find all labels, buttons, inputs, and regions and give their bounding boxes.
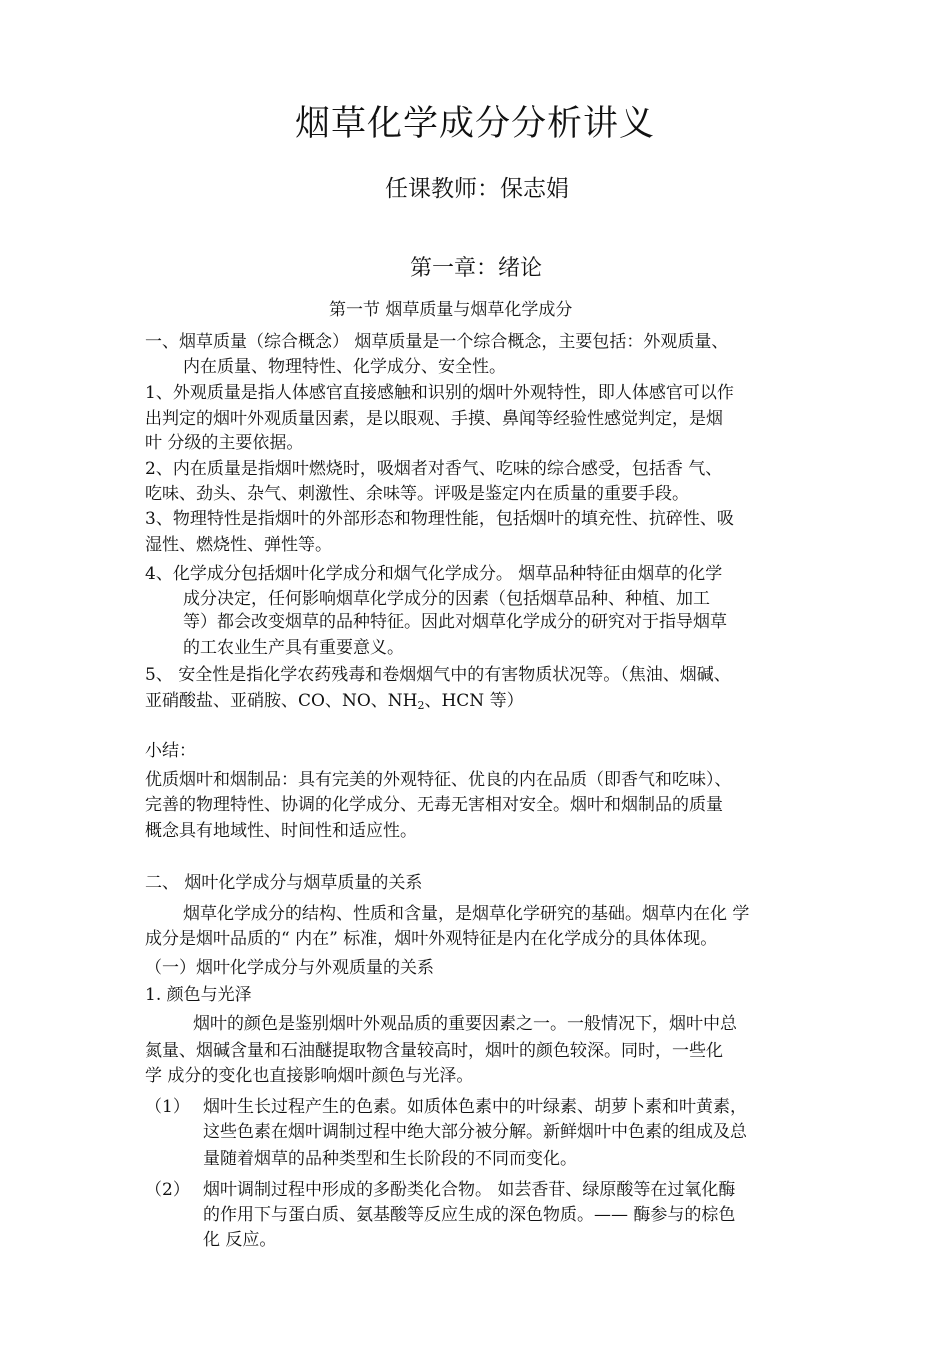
subsection-heading: （一）烟叶化学成分与外观质量的关系 xyxy=(145,958,434,978)
item4-line: 的工农业生产具有重要意义。 xyxy=(183,638,404,658)
item5-line: 5、 安全性是指化学农药残毒和卷烟烟气中的有害物质状况等。（焦油、烟碱、 xyxy=(145,665,731,685)
list-item-line: 量随着烟草的品种类型和生长阶段的不同而变化。 xyxy=(203,1149,577,1169)
teacher-line: 任课教师：保志娟 xyxy=(385,176,569,202)
list-item-line: 这些色素在烟叶调制过程中绝大部分被分解。新鲜烟叶中色素的组成及总 xyxy=(203,1122,747,1142)
summary-line: 概念具有地域性、时间性和适应性。 xyxy=(145,821,417,841)
subsubsection-heading: 1. 颜色与光泽 xyxy=(145,985,252,1005)
item2-line: 2、内在质量是指烟叶燃烧时，吸烟者对香气、吃味的综合感受，包括香 气、 xyxy=(145,459,723,479)
list-item-line: 烟叶生长过程产生的色素。如质体色素中的叶绿素、胡萝卜素和叶黄素， xyxy=(203,1097,747,1117)
part1-heading-line: 一、烟草质量（综合概念） 烟草质量是一个综合概念，主要包括：外观质量、 xyxy=(145,332,729,352)
item4-line: 4、化学成分包括烟叶化学成分和烟气化学成分。 烟草品种特征由烟草的化学 xyxy=(145,564,723,584)
list-number: （2） xyxy=(145,1180,190,1200)
item1-line: 出判定的烟叶外观质量因素，是以眼观、手摸、鼻闻等经验性感觉判定，是烟 xyxy=(145,409,723,429)
summary-line: 完善的物理特性、协调的化学成分、无毒无害相对安全。烟叶和烟制品的质量 xyxy=(145,795,723,815)
part2-heading: 二、 烟叶化学成分与烟草质量的关系 xyxy=(145,873,423,893)
summary-line: 优质烟叶和烟制品：具有完美的外观特征、优良的内在品质（即香气和吃味）、 xyxy=(145,770,732,790)
item5-line: 亚硝酸盐、亚硝胺、CO、NO、$NH_2$、HCN 等） xyxy=(145,691,524,712)
item4-line: 成分决定，任何影响烟草化学成分的因素（包括烟草品种、种植、加工 xyxy=(183,589,710,609)
item1-line: 叶 分级的主要依据。 xyxy=(145,433,304,453)
item3-line: 3、物理特性是指烟叶的外部形态和物理性能，包括烟叶的填充性、抗碎性、吸 xyxy=(145,509,734,529)
item4-line: 等）都会改变烟草的品种特征。因此对烟草化学成分的研究对于指导烟草 xyxy=(183,612,727,632)
list-item-line: 的作用下与蛋白质、氨基酸等反应生成的深色物质。—— 酶参与的棕色 xyxy=(203,1205,736,1225)
paragraph-line: 氮量、烟碱含量和石油醚提取物含量较高时，烟叶的颜色较深。同时，一些化 xyxy=(145,1041,723,1061)
list-item-line: 烟叶调制过程中形成的多酚类化合物。 如芸香苷、绿原酸等在过氧化酶 xyxy=(203,1180,736,1200)
document-title: 烟草化学成分分析讲义 xyxy=(294,104,655,144)
paragraph-line: 烟叶的颜色是鉴别烟叶外观品质的重要因素之一。一般情况下，烟叶中总 xyxy=(193,1014,737,1034)
part2-line: 烟草化学成分的结构、性质和含量，是烟草化学研究的基础。烟草内在化 学 xyxy=(183,904,750,924)
list-number: （1） xyxy=(145,1097,190,1117)
summary-heading: 小结： xyxy=(145,741,196,761)
chapter-heading: 第一章：绪论 xyxy=(410,256,543,281)
item1-line: 1、外观质量是指人体感官直接感触和识别的烟叶外观特性，即人体感官可以作 xyxy=(145,383,734,403)
part2-line: 成分是烟叶品质的“ 内在” 标准，烟叶外观特征是内在化学成分的具体体现。 xyxy=(145,929,718,949)
item2-line: 吃味、劲头、杂气、刺激性、余味等。评吸是鉴定内在质量的重要手段。 xyxy=(145,484,689,504)
part1-line: 内在质量、物理特性、化学成分、安全性。 xyxy=(183,357,506,377)
section-heading: 第一节 烟草质量与烟草化学成分 xyxy=(329,300,573,320)
list-item-line: 化 反应。 xyxy=(203,1230,277,1250)
paragraph-line: 学 成分的变化也直接影响烟叶颜色与光泽。 xyxy=(145,1066,474,1086)
item3-line: 湿性、燃烧性、弹性等。 xyxy=(145,535,332,555)
